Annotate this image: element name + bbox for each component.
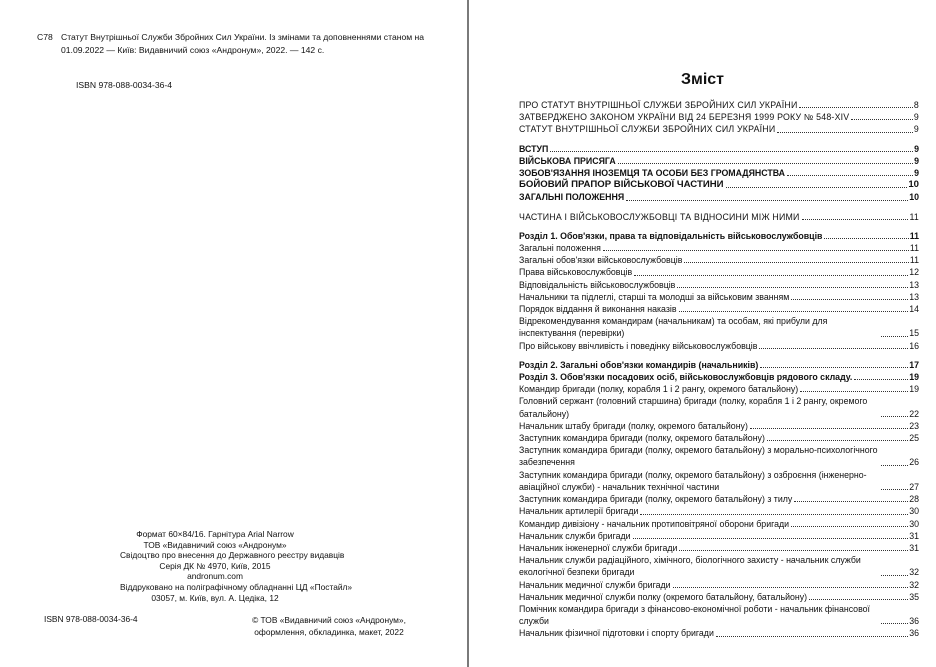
toc-entry-page: 9	[914, 168, 919, 179]
toc-entry-label: ЗОБОВ'ЯЗАННЯ ІНОЗЕМЦЯ ТА ОСОБИ БЕЗ ГРОМАДЯНСТВА	[519, 168, 786, 179]
toc-entry-page: 13	[909, 291, 919, 302]
toc-entry-page: 11	[909, 255, 919, 266]
toc-entry-label: Відрекомендування командирам (начальникам) та особам, які прибули для інспектування (перевірки)	[519, 316, 828, 339]
toc-entry[interactable]	[519, 340, 919, 352]
toc-entry-label: Заступник командира бригади (полку, окремого батальйону) з морально-психологічного забезпечення	[519, 445, 878, 468]
toc-leader-dots	[800, 391, 908, 392]
toc-leader-dots	[684, 262, 908, 263]
bibliographic-line-2: 01.09.2022 — Київ: Видавничий союз «Андронум», 2022. — 142 с.	[61, 44, 325, 55]
toc-entry-page: 30	[909, 506, 919, 517]
copyright-notice	[224, 614, 434, 638]
toc-entry[interactable]	[519, 359, 919, 371]
toc-entry[interactable]	[519, 420, 919, 432]
toc-leader-dots	[767, 440, 908, 441]
toc-entry-page: 23	[909, 420, 919, 431]
toc-entry-label: Начальник медичної служби полку (окремого батальйону, батальйону)	[519, 591, 808, 602]
toc-leader-dots	[760, 367, 908, 368]
toc-entry-page: 13	[909, 279, 919, 290]
toc-entry-label: Права військовослужбовців	[519, 267, 633, 278]
toc-leader-dots	[673, 587, 909, 588]
toc-leader-dots	[759, 348, 908, 349]
table-of-contents	[519, 99, 919, 640]
toc-entry-label: Розділ 1. Обов'язки, права та відповідальність військовослужбовців	[519, 230, 823, 241]
bibliographic-description	[37, 31, 437, 56]
toc-entry-label: Начальники та підлеглі, старші та молодші за військовим званням	[519, 291, 790, 302]
toc-entry-page: 27	[909, 481, 919, 492]
toc-entry-label: Заступник командира бригади (полку, окремого батальйону)	[519, 433, 765, 444]
toc-entry-page: 32	[909, 567, 919, 578]
toc-entry[interactable]	[519, 395, 919, 419]
isbn-top: ISBN 978-088-0034-36-4	[76, 80, 173, 90]
toc-leader-dots	[726, 187, 908, 188]
toc-entry-page: 31	[909, 542, 919, 553]
toc-entry-label: Начальник фізичної підготовки і спорту бригади	[519, 628, 714, 639]
toc-entry-label: Відповідальність військовослужбовців	[519, 279, 676, 290]
toc-leader-dots	[716, 636, 908, 637]
toc-entry[interactable]	[519, 554, 919, 578]
copyright-line-2: оформлення, обкладинка, макет, 2022	[254, 627, 404, 637]
toc-entry-label: Начальник інженерної служби бригади	[519, 542, 678, 553]
toc-entry[interactable]	[519, 303, 919, 315]
toc-title: Зміст	[680, 71, 725, 88]
imprint-line: Віддруковано на поліграфічному обладнанні ЦД «Постайл»	[120, 581, 353, 592]
toc-leader-dots	[603, 250, 909, 251]
toc-entry-page: 28	[909, 494, 919, 505]
toc-entry-label: СТАТУТ ВНУТРІШНЬОЇ СЛУЖБИ ЗБРОЙНИХ СИЛ УКРАЇНИ	[519, 124, 776, 135]
toc-entry[interactable]	[519, 123, 919, 135]
toc-entry-label: БОЙОВИЙ ПРАПОР ВІЙСЬКОВОЇ ЧАСТИНИ	[519, 179, 724, 191]
toc-gap	[519, 223, 919, 230]
bibliographic-line-1: Статут Внутрішньої Служби Збройних Сил України. Із змінами та доповненнями станом на	[61, 32, 425, 42]
toc-leader-dots	[799, 107, 912, 108]
toc-entry[interactable]	[519, 591, 919, 603]
toc-entry-page: 11	[909, 230, 919, 241]
toc-entry[interactable]	[519, 254, 919, 266]
toc-entry[interactable]	[519, 505, 919, 517]
toc-entry-page: 35	[909, 591, 919, 602]
toc-entry-page: 25	[909, 433, 919, 444]
imprint-line: Свідоцтво про внесення до Державного реєстру видавців	[120, 550, 345, 561]
toc-leader-dots	[750, 428, 908, 429]
toc-entry-label: ВСТУП	[519, 143, 549, 154]
toc-entry-label: Начальник штабу бригади (полку, окремого батальйону)	[519, 420, 748, 431]
toc-leader-dots	[791, 299, 908, 300]
toc-entry-label: Начальник служби бригади	[519, 530, 631, 541]
toc-entry-label: Про військову ввічливість і поведінку військовослужбовців	[519, 340, 758, 351]
toc-entry-label: Начальник артилерії бригади	[519, 506, 639, 517]
toc-entry[interactable]	[519, 167, 919, 179]
toc-entry-page: 8	[913, 100, 919, 110]
toc-entry-page: 9	[914, 143, 919, 154]
toc-entry[interactable]	[519, 627, 919, 639]
toc-entry-page: 9	[913, 124, 919, 135]
toc-entry[interactable]	[519, 242, 919, 254]
imprint-line: ТОВ «Видавничий союз «Андронум»	[143, 539, 287, 550]
toc-entry[interactable]	[519, 179, 919, 191]
toc-entry[interactable]	[519, 469, 919, 493]
toc-leader-dots	[640, 514, 908, 515]
toc-leader-dots	[679, 550, 908, 551]
toc-entry[interactable]	[519, 315, 919, 339]
toc-entry-label: ЧАСТИНА І ВІЙСЬКОВОСЛУЖБОВЦІ ТА ВІДНОСИНИ МІЖ НИМИ	[519, 211, 800, 222]
toc-entry-label: Заступник командира бригади (полку, окремого батальйону) з озброєння (інженерно-авіаційної служби) - начальник технічної частини	[519, 469, 867, 492]
toc-entry-page: 36	[909, 616, 919, 627]
imprint-line: Формат 60×84/16. Гарнітура Arial Narrow	[136, 529, 294, 539]
toc-entry-label: ЗАГАЛЬНІ ПОЛОЖЕННЯ	[519, 192, 625, 203]
toc-leader-dots	[679, 311, 909, 312]
toc-entry-label: Командир дивізіону - начальник протиповітряної оборони бригади	[519, 518, 790, 529]
toc-entry[interactable]	[519, 211, 919, 223]
toc-entry-label: Помічник командира бригади з фінансово-економічної роботи - начальник фінансової служби	[519, 603, 870, 627]
toc-leader-dots	[802, 219, 909, 220]
toc-leader-dots	[633, 538, 909, 539]
toc-entry[interactable]	[519, 155, 919, 167]
toc-entry-page: 9	[913, 112, 919, 123]
toc-entry-label: Начальник служби радіаційного, хімічного, біологічного захисту - начальник служби екологічної безпеки бригади	[519, 555, 861, 578]
toc-entry-label: Командир бригади (полку, корабля 1 і 2 рангу, окремого батальйону)	[519, 384, 799, 395]
toc-leader-dots	[881, 623, 908, 624]
toc-leader-dots	[809, 599, 908, 600]
toc-entry[interactable]	[519, 291, 919, 303]
toc-entry-page: 9	[914, 155, 919, 166]
toc-entry-label: Загальні обов'язки військовослужбовців	[519, 255, 683, 266]
toc-leader-dots	[791, 526, 908, 527]
toc-entry-page: 11	[909, 211, 919, 222]
toc-leader-dots	[777, 132, 913, 133]
imprint-line: 03057, м. Київ, вул. А. Цедіка, 12	[151, 592, 279, 603]
toc-entry-page: 31	[909, 530, 919, 541]
toc-entry-page: 19	[909, 384, 919, 395]
toc-entry-page: 10	[908, 179, 919, 191]
imprint-line: andronum.com	[187, 571, 243, 582]
toc-leader-dots	[626, 200, 908, 201]
toc-entry[interactable]	[519, 279, 919, 291]
toc-entry-label: Начальник медичної служби бригади	[519, 579, 671, 590]
toc-leader-dots	[881, 575, 908, 576]
toc-entry-label: Порядок віддання й виконання наказів	[519, 304, 677, 315]
toc-entry-page: 11	[909, 243, 919, 254]
toc-leader-dots	[881, 416, 908, 417]
toc-entry[interactable]	[519, 111, 919, 123]
toc-entry-page: 22	[909, 408, 919, 419]
toc-entry-page: 36	[909, 628, 919, 639]
toc-leader-dots	[851, 119, 913, 120]
left-page	[0, 0, 467, 667]
toc-entry-label: Головний сержант (головний старшина) бригади (полку, корабля 1 і 2 рангу, окремого батальйону)	[519, 396, 868, 419]
toc-gap	[519, 136, 919, 143]
toc-entry-page: 10	[909, 192, 919, 203]
toc-leader-dots	[618, 163, 913, 164]
toc-gap	[519, 352, 919, 359]
toc-leader-dots	[881, 336, 908, 337]
copyright-line-1: © ТОВ «Видавничий союз «Андронум»,	[252, 615, 406, 625]
toc-entry[interactable]	[519, 530, 919, 542]
toc-entry[interactable]	[519, 603, 919, 627]
toc-entry-label: ПРО СТАТУТ ВНУТРІШНЬОЇ СЛУЖБИ ЗБРОЙНИХ СИЛ УКРАЇНИ	[519, 100, 798, 110]
toc-entry-label: Загальні положення	[519, 243, 601, 254]
toc-entry-page: 12	[909, 267, 919, 278]
right-page	[469, 0, 936, 667]
toc-entry-page: 19	[909, 372, 919, 383]
toc-entry[interactable]	[519, 99, 919, 111]
toc-leader-dots	[677, 287, 908, 288]
toc-entry-page: 15	[909, 328, 919, 339]
catalog-code: С78	[37, 32, 53, 42]
toc-entry[interactable]	[519, 493, 919, 505]
toc-entry[interactable]	[519, 579, 919, 591]
toc-leader-dots	[854, 379, 908, 380]
toc-entry[interactable]	[519, 383, 919, 395]
toc-entry[interactable]	[519, 432, 919, 444]
imprint-line: Серія ДК № 4970, Київ, 2015	[159, 560, 271, 571]
toc-entry-page: 32	[909, 579, 919, 590]
toc-leader-dots	[881, 489, 908, 490]
toc-leader-dots	[550, 151, 913, 152]
toc-entry-label: Розділ 2. Загальні обов'язки командирів (начальників)	[519, 359, 759, 370]
toc-entry-page: 16	[909, 340, 919, 351]
imprint-block	[120, 529, 353, 603]
toc-entry[interactable]	[519, 542, 919, 554]
toc-entry[interactable]	[519, 266, 919, 278]
toc-entry[interactable]	[519, 444, 919, 468]
toc-entry[interactable]	[519, 191, 919, 203]
toc-entry-page: 14	[909, 304, 919, 315]
toc-leader-dots	[881, 465, 908, 466]
toc-entry-label: ЗАТВЕРДЖЕНО ЗАКОНОМ УКРАЇНИ ВІД 24 БЕРЕЗНЯ 1999 РОКУ № 548-XIV	[519, 112, 850, 123]
toc-entry[interactable]	[519, 143, 919, 155]
toc-entry-page: 30	[909, 518, 919, 529]
toc-entry[interactable]	[519, 230, 919, 242]
toc-entry-page: 17	[909, 359, 919, 370]
toc-leader-dots	[787, 175, 913, 176]
toc-gap	[519, 204, 919, 211]
toc-entry-label: Розділ 3. Обов'язки посадових осіб, військовослужбовців рядового складу.	[519, 372, 853, 383]
toc-entry[interactable]	[519, 518, 919, 530]
toc-entry[interactable]	[519, 371, 919, 383]
toc-entry-label: Заступник командира бригади (полку, окремого батальйону) з тилу	[519, 494, 793, 505]
isbn-bottom: ISBN 978-088-0034-36-4	[44, 614, 138, 624]
toc-entry-page: 26	[909, 457, 919, 468]
toc-leader-dots	[634, 275, 908, 276]
toc-leader-dots	[794, 501, 908, 502]
toc-entry-label: ВІЙСЬКОВА ПРИСЯГА	[519, 155, 616, 166]
toc-leader-dots	[824, 238, 908, 239]
